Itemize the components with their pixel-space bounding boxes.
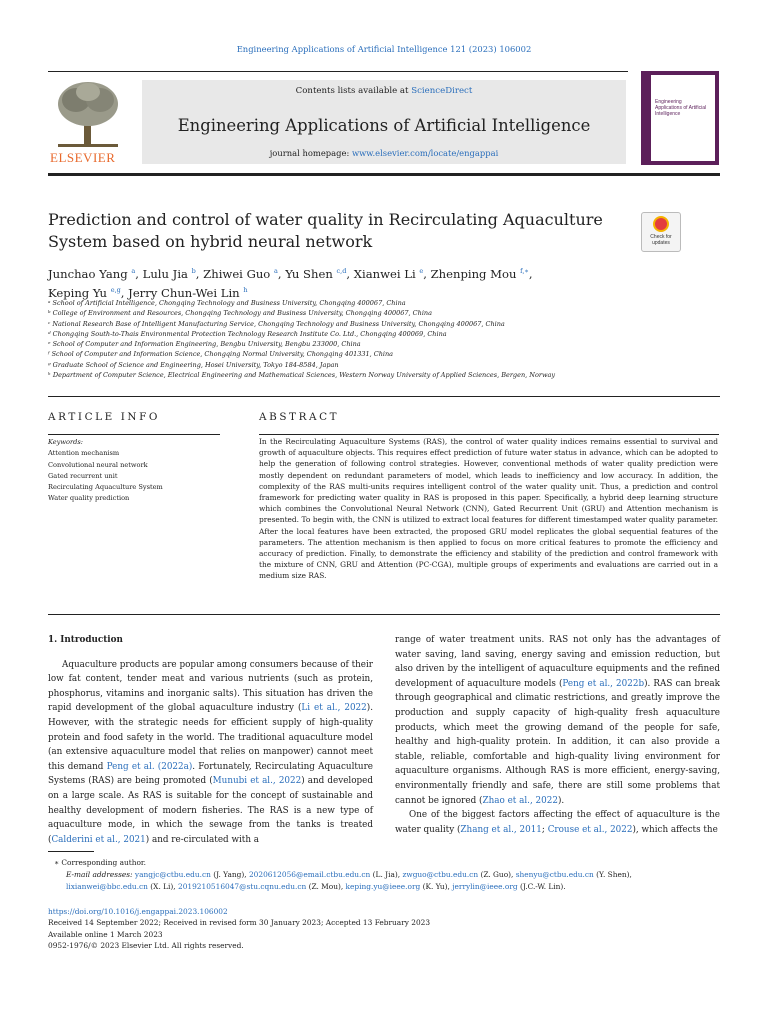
crossmark-icon <box>653 216 669 232</box>
author-name[interactable]: Zhenping Mou <box>430 266 517 281</box>
abstract-text: In the Recirculating Aquaculture Systems (RAS), the control of water quality indices remains essential to survival and growth of aquaculture objects. This requires effect prediction of future water status in advance, which can be adopted to help the generation of following control strategies. However, conventional methods of water quality prediction were mostly dependent on redundant parameters of model, which leads to inefficiency and low accuracy. In addition, the complexity of the RAS multi-units requires intelligent control of the water quality unit. Thus, a prediction and control framework for predicting water quality in RAS is proposed in this paper. Specifically, a hybrid deep learning structure which combines the Convolutional Neural Network (CNN), Gated Recurrent Unit (GRU) and Attention mechanism is presented. To begin with, the CNN is utilized to extract local features for different timestamped water quality parameter. After the local features have been extracted, the proposed GRU model replicates the global sequential features of the parameters. The attention mechanism is then applied to focus on more critical features to promote the efficiency and accuracy of prediction. Finally, to demonstrate the efficiency and stability of the prediction and control framework with the mixture of CNN, GRU and Attention (PC-CGA), multiple groups of experiments and evaluations are carried out in a medium size RAS. <box>259 437 718 581</box>
affiliation-item: ᵍ Graduate School of Science and Engineering, Hosei University, Tokyo 184-8584, Japan <box>48 360 339 369</box>
intro-paragraph-1: Aquaculture products are popular among consumers because of their low fat content, tender meat and various nutrients (such as protein, phosphorus, vitamins and inorganic salts). This situation has driven the rapid development of the global aquaculture industry (Li et al., 2022). However, with the strategic needs for efficient supply of high-quality protein and food safety in the world. The traditional aquaculture model (an extensive aquaculture model that relies on manpower) cannot meet this demand Peng et al. (2022a). Fortunately, Recirculating Aquaculture Systems (RAS) are being promoted (Munubi et al., 2022) and developed on a large scale. As RAS is suitable for the concept of sustainable and healthy development of modern fisheries. The RAS is a new type of aquaculture mode, in which the sewage from the tanks is treated (Calderini et al., 2021) and re-circulated with a <box>48 659 374 845</box>
intro-paragraph-2: One of the biggest factors affecting the effect of aquaculture is the water quality (Zhang et al., 2011; Crouse et al., 2022), which affects the <box>395 810 720 835</box>
affiliations <box>48 298 728 380</box>
journal-title: Engineering Applications of Artificial Intelligence <box>177 116 591 135</box>
intro-paragraph-1-cont: range of water treatment units. RAS not only has the advantages of water saving, land saving, energy saving and emission reduction, but also driven by the intelligent of aquaculture equipments and the refined development of aquaculture models (Peng et al., 2022b). RAS can break through geographical and climatic restrictions, and greatly improve the production and supply capacity of high-quality fresh aquaculture products, which meet the growing demand of the people for safe, healthy and high-quality protein. In addition, it can also provide a stable, reliable, comfortable and high-quality living environment for aquaculture organisms. Although RAS is more efficient, energy-saving, environmentally friendly and safe, there are still some problems that cannot be ignored (Zhao et al., 2022). <box>395 635 720 806</box>
journal-citation-link[interactable]: Engineering Applications of Artificial Intelligence 121 (2023) 106002 <box>236 44 532 54</box>
author-name[interactable]: Zhiwei Guo <box>203 266 271 281</box>
email-owner: (K. Yu), <box>420 882 453 892</box>
affiliation-item: ᶠ School of Computer and Information Science, Chongqing Normal University, Chongqing 401331, China <box>48 350 394 359</box>
email-owner: (J. Yang), <box>210 870 249 880</box>
abstract-heading: ABSTRACT <box>259 411 340 423</box>
keyword-item: Gated recurrent unit <box>48 471 118 480</box>
abstract-rule <box>259 434 719 435</box>
journal-cover-thumbnail[interactable] <box>641 71 719 165</box>
abstract-bottom-rule <box>48 614 720 615</box>
homepage-link[interactable]: www.elsevier.com/locate/engappai <box>351 148 499 158</box>
sciencedirect-link[interactable]: ScienceDirect <box>411 86 473 96</box>
author-affiliation-marker[interactable]: e,g <box>110 285 121 294</box>
article-info-rule <box>48 434 220 435</box>
author-name[interactable]: Xianwei Li <box>353 266 416 281</box>
email-owner: (J.C.-W. Lin). <box>517 882 566 892</box>
article-info-heading: ARTICLE INFO <box>48 411 161 423</box>
check-for-updates-badge[interactable] <box>641 212 681 252</box>
author-affiliation-marker[interactable]: f,∗ <box>520 267 529 275</box>
author-list: Junchao Yang $^a$, Lulu Jia $^b$, Zhiwei Guo $^a$, Yu Shen $^{c,d}$, Xianwei Li $^e$, Zhenping Mou $^{f,∗}$, Keping Yu $^{e,g}$, Jerry Chun-Wei Lin $^h$ <box>48 266 533 300</box>
author-affiliation-marker[interactable]: c,d <box>336 267 347 275</box>
masthead <box>48 70 720 168</box>
author-affiliation-marker[interactable]: b <box>191 267 196 275</box>
citation-link[interactable]: Li et al., 2022 <box>301 703 367 714</box>
email-link[interactable]: yangjc@ctbu.edu.cn <box>134 870 211 880</box>
affiliation-item: ʰ Department of Computer Science, Electrical Engineering and Mathematical Sciences, Western Norway University of Applied Sciences, Bergen, Norway <box>48 371 556 380</box>
email-addresses: E-mail addresses: yangjc@ctbu.edu.cn (J. Yang), 2020612056@email.ctbu.edu.cn (L. Jia), zwguo@ctbu.edu.cn (Z. Guo), shenyu@ctbu.edu.cn (Y. Shen), lixianwei@bbc.edu.cn (X. Li), 2019210516047@stu.cqnu.edu.cn (Z. Mou), keping.yu@ieee.org (K. Yu), jerrylin@ieee.org (J.C.-W. Lin). <box>66 870 632 892</box>
author-name[interactable]: Jerry Chun-Wei Lin <box>128 285 240 300</box>
footnote-rule <box>48 851 94 852</box>
email-owner: (Z. Mou), <box>306 882 346 892</box>
section-heading-introduction: 1. Introduction <box>48 635 123 645</box>
affiliation-item: ᵉ School of Computer and Information Engineering, Bengbu University, Bengbu 233000, China <box>48 340 361 349</box>
author-name[interactable]: Lulu Jia <box>142 266 188 281</box>
intro-column-right <box>395 633 720 837</box>
citation-link[interactable]: Munubi et al., 2022 <box>212 776 302 787</box>
email-link[interactable]: 2020612056@email.ctbu.edu.cn <box>248 870 371 880</box>
keyword-item: Recirculating Aquaculture System <box>48 483 163 492</box>
author-affiliation-marker[interactable]: a <box>273 267 278 275</box>
email-owner: (Z. Guo), <box>478 870 516 880</box>
available-online: Available online 1 March 2023 <box>48 929 163 939</box>
email-owner: (Y. Shen), <box>593 870 632 880</box>
email-link[interactable]: lixianwei@bbc.edu.cn <box>66 882 148 892</box>
email-link[interactable]: zwguo@ctbu.edu.cn <box>402 870 479 880</box>
email-owner: (X. Li), <box>147 882 178 892</box>
received-dates: Received 14 September 2022; Received in revised form 30 January 2023; Accepted 13 February 2023 <box>48 918 431 928</box>
journal-cover-text: Engineering Applications of Artificial Intelligence <box>655 99 707 117</box>
author-affiliation-marker[interactable]: h <box>243 285 248 294</box>
keywords-label: Keywords: <box>48 438 83 446</box>
keyword-item: Attention mechanism <box>48 449 120 458</box>
affiliation-item: ᵇ College of Environment and Resources, Chongqing Technology and Business University, Chongqing 400067, China <box>48 309 432 318</box>
corresponding-author-note: ∗ Corresponding author. <box>54 858 146 867</box>
keywords-list <box>48 448 228 504</box>
author-name[interactable]: Junchao Yang <box>48 266 128 281</box>
doi-link[interactable]: https://doi.org/10.1016/j.engappai.2023.106002 <box>48 907 228 916</box>
copyright: 0952-1976/© 2023 Elsevier Ltd. All rights reserved. <box>48 940 244 950</box>
journal-banner <box>142 80 626 164</box>
affiliation-item: ᵈ Chongqing South-to-Thais Environmental Protection Technology Research Institute Co. Ltd., Chongqing 400069, China <box>48 329 447 338</box>
contents-available: Contents lists available at ScienceDirect <box>295 86 473 96</box>
author-affiliation-marker[interactable]: a <box>131 267 136 275</box>
intro-column-left <box>48 633 373 847</box>
elsevier-wordmark: ELSEVIER <box>50 150 116 165</box>
author-name[interactable]: Yu Shen <box>285 266 333 281</box>
keyword-item: Convolutional neural network <box>48 460 148 469</box>
citation-link[interactable]: Peng et al., 2022b <box>562 678 645 689</box>
citation-link[interactable]: Peng et al. (2022a) <box>106 761 193 772</box>
author-name[interactable]: Keping Yu <box>48 285 108 300</box>
article-title: Prediction and control of water quality in Recirculating Aquaculture System based on hybrid neural network <box>48 210 603 251</box>
author-affiliation-marker[interactable]: e <box>419 267 424 275</box>
footnote <box>48 857 728 894</box>
journal-homepage: journal homepage: www.elsevier.com/locate/engappai <box>269 148 499 158</box>
citation-link[interactable]: Zhang et al., 2011 <box>460 824 542 835</box>
keyword-item: Water quality prediction <box>48 494 130 503</box>
masthead-bottom-rule <box>48 173 720 176</box>
keywords-block <box>48 437 228 505</box>
section-rule <box>48 396 720 397</box>
affiliation-item: ᶜ National Research Base of Intelligent Manufacturing Service, Chongqing Technology and Business University, Chongqing 400067, China <box>48 319 505 328</box>
check-for-updates-label: Check for updates <box>650 234 672 246</box>
email-link[interactable]: keping.yu@ieee.org <box>345 882 421 892</box>
email-link[interactable]: shenyu@ctbu.edu.cn <box>515 870 594 880</box>
publication-info <box>48 906 648 951</box>
citation-link[interactable]: Zhao et al., 2022 <box>482 795 558 806</box>
citation-link[interactable]: Calderini et al., 2021 <box>51 834 146 845</box>
affiliation-item: ᵃ School of Artificial Intelligence, Chongqing Technology and Business University, Chongqing 400067, China <box>48 299 406 307</box>
email-link[interactable]: jerrylin@ieee.org <box>452 882 518 892</box>
email-owner: (L. Jia), <box>370 870 403 880</box>
journal-cover-page <box>651 75 715 161</box>
email-link[interactable]: 2019210516047@stu.cqnu.edu.cn <box>178 882 307 892</box>
citation-link[interactable]: Crouse et al., 2022 <box>547 824 633 835</box>
